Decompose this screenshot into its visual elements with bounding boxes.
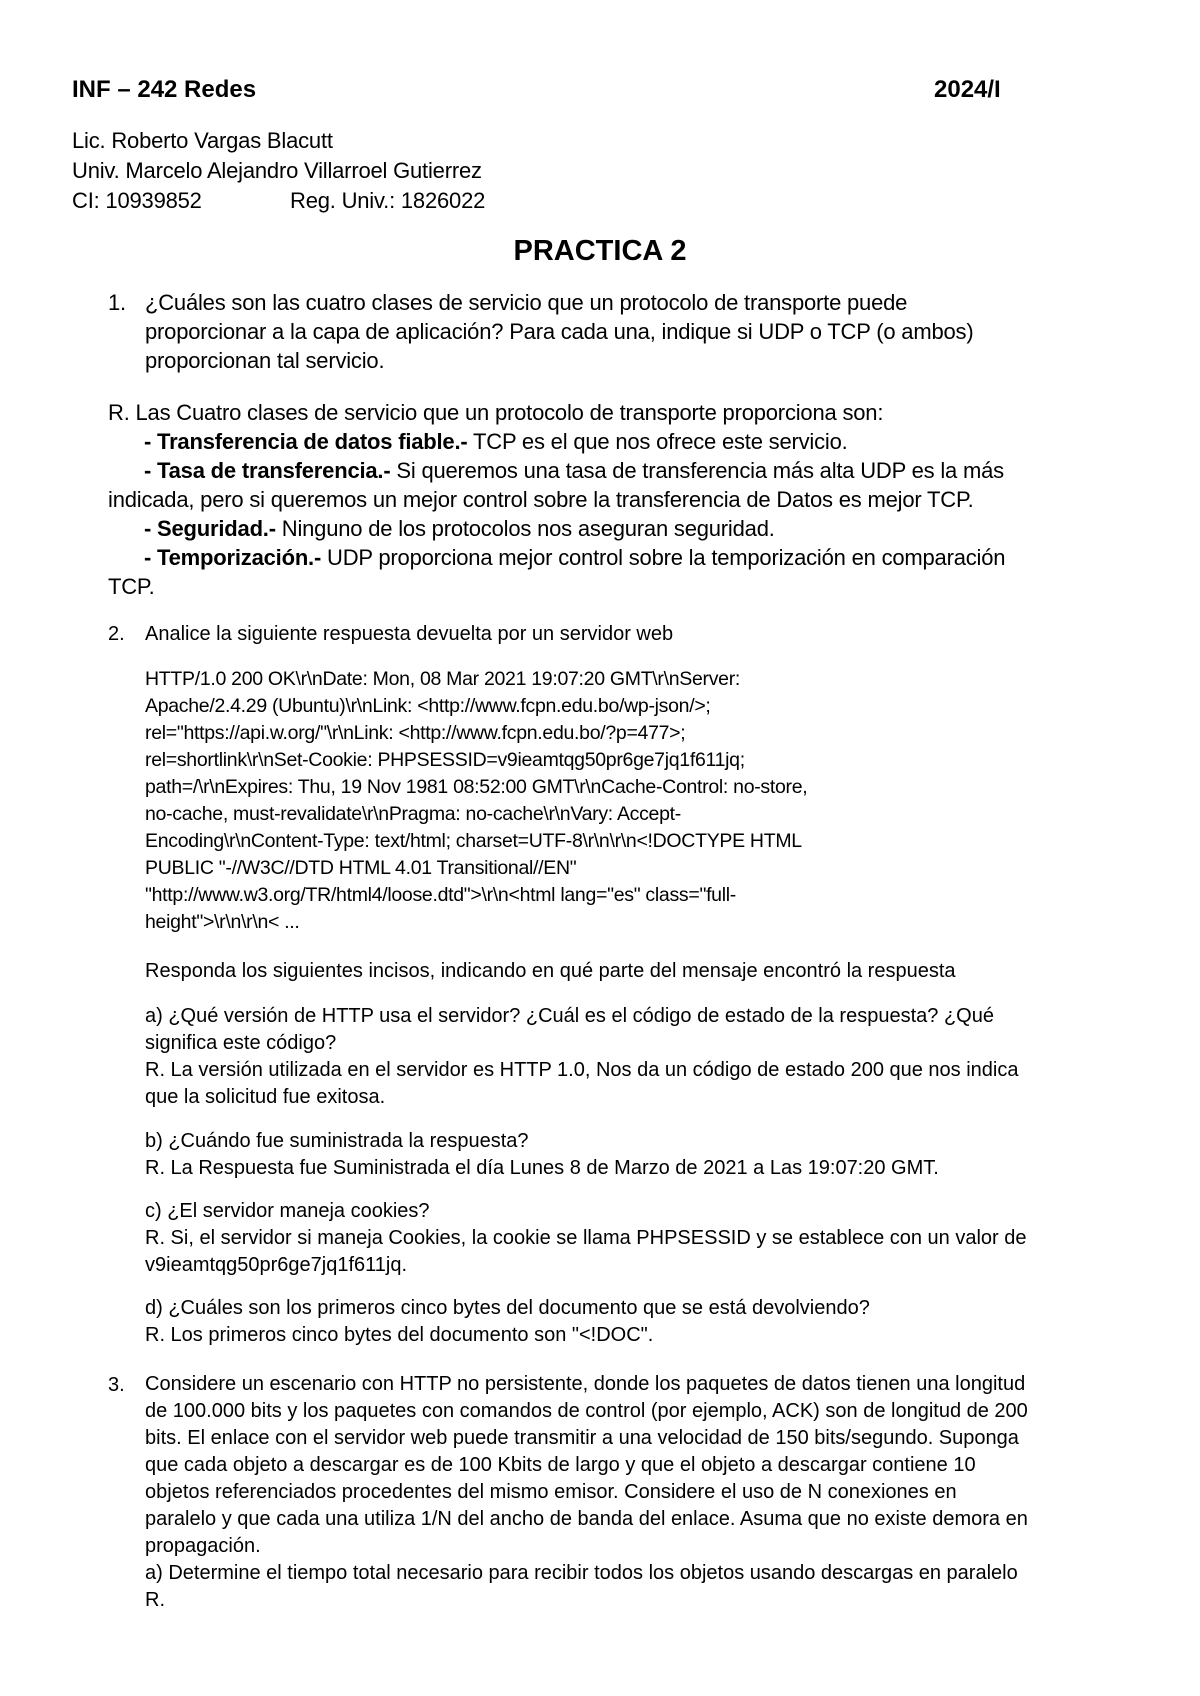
question-2b	[145, 1128, 939, 1182]
http-response-block	[145, 666, 807, 936]
question-3-text	[145, 1371, 1028, 1614]
question-3-line: objetos referenciados procedentes del mismo emisor. Considere el uso de N conexiones en	[145, 1481, 957, 1503]
item-text: Ninguno de los protocolos nos aseguran seguridad.	[275, 516, 775, 541]
question-3-line: de 100.000 bits y los paquetes con comandos de control (por ejemplo, ACK) son de longitud de 200	[145, 1400, 1028, 1422]
student-ci: CI: 10939852	[72, 188, 202, 213]
answer-1-item-continuation: indicada, pero si queremos un mejor control sobre la transferencia de Datos es mejor TCP.	[108, 487, 974, 512]
answer-1-item-continuation: TCP.	[108, 574, 155, 599]
answer-1-item	[108, 514, 1005, 543]
question-2-number: 2.	[108, 623, 125, 645]
question-1-text	[145, 288, 973, 375]
question-2a-line: R. La versión utilizada en el servidor es HTTP 1.0, Nos da un código de estado 200 que nos indica	[145, 1059, 1019, 1081]
item-label: - Tasa de transferencia.-	[144, 458, 391, 483]
question-2b-line: R. La Respuesta fue Suministrada el día Lunes 8 de Marzo de 2021 a Las 19:07:20 GMT.	[145, 1157, 939, 1179]
question-2a	[145, 1003, 1019, 1111]
question-2b-line: b) ¿Cuándo fue suministrada la respuesta?	[145, 1130, 529, 1152]
question-2-instructions: Responda los siguientes incisos, indicando en qué parte del mensaje encontró la respuesta	[145, 960, 956, 982]
http-response-line: rel="https://api.w.org/"\r\nLink: <http://www.fcpn.edu.bo/?p=477>;	[145, 722, 686, 744]
http-response-line: Apache/2.4.29 (Ubuntu)\r\nLink: <http://www.fcpn.edu.bo/wp-json/>;	[145, 695, 711, 717]
question-3-line: propagación.	[145, 1535, 261, 1557]
question-1-number: 1.	[108, 290, 126, 315]
item-label: - Seguridad.-	[144, 516, 276, 541]
item-label: - Temporización.-	[144, 545, 322, 570]
question-1-line: proporcionar a la capa de aplicación? Para cada una, indique si UDP o TCP (o ambos)	[145, 319, 974, 344]
http-response-line: Encoding\r\nContent-Type: text/html; charset=UTF-8\r\n\r\n<!DOCTYPE HTML	[145, 830, 802, 852]
question-2a-line: significa este código?	[145, 1032, 337, 1054]
student-name: Univ. Marcelo Alejandro Villarroel Gutierrez	[72, 158, 482, 183]
question-2c	[145, 1198, 1027, 1279]
question-3-line: R.	[145, 1589, 165, 1611]
question-2c-line: v9ieamtqg50pr6ge7jq1f611jq.	[145, 1254, 408, 1276]
question-3-line: Considere un escenario con HTTP no persistente, donde los paquetes de datos tienen una longitud	[145, 1373, 1026, 1395]
answer-1-item	[108, 456, 1005, 485]
http-response-line: "http://www.w3.org/TR/html4/loose.dtd">\r\n<html lang="es" class="full-	[145, 884, 736, 906]
question-2d-line: d) ¿Cuáles son los primeros cinco bytes del documento que se está devolviendo?	[145, 1297, 870, 1319]
question-2d-line: R. Los primeros cinco bytes del documento son "<!DOC".	[145, 1324, 654, 1346]
http-response-line: path=/\r\nExpires: Thu, 19 Nov 1981 08:52:00 GMT\r\nCache-Control: no-store,	[145, 776, 808, 798]
question-1-line: ¿Cuáles son las cuatro clases de servicio que un protocolo de transporte puede	[145, 290, 908, 315]
question-2d	[145, 1295, 870, 1349]
question-2a-line: que la solicitud fue exitosa.	[145, 1086, 386, 1108]
answer-1-intro: R. Las Cuatro clases de servicio que un protocolo de transporte proporciona son:	[108, 400, 884, 425]
item-text: UDP proporciona mejor control sobre la temporización en comparación	[321, 545, 1006, 570]
question-3-line: a) Determine el tiempo total necesario para recibir todos los objetos usando descargas en paralelo	[145, 1562, 1018, 1584]
course-title: INF – 242 Redes	[72, 76, 257, 103]
answer-1-item	[108, 427, 1005, 456]
student-reg: Reg. Univ.: 1826022	[290, 188, 486, 213]
http-response-line: rel=shortlink\r\nSet-Cookie: PHPSESSID=v9ieamtqg50pr6ge7jq1f611jq;	[145, 749, 745, 771]
question-3-line: bits. El enlace con el servidor web puede transmitir a una velocidad de 150 bits/segundo. Suponga	[145, 1427, 1019, 1449]
question-2-prompt: Analice la siguiente respuesta devuelta por un servidor web	[145, 623, 674, 645]
question-2c-line: c) ¿El servidor maneja cookies?	[145, 1200, 430, 1222]
question-3-line: paralelo y que cada una utiliza 1/N del ancho de banda del enlace. Asuma que no existe demora en	[145, 1508, 1028, 1530]
answer-1-item	[108, 543, 1005, 572]
http-response-line: height">\r\n\r\n< ...	[145, 911, 300, 933]
http-response-line: no-cache, must-revalidate\r\nPragma: no-cache\r\nVary: Accept-	[145, 803, 681, 825]
question-2c-line: R. Si, el servidor si maneja Cookies, la cookie se llama PHPSESSID y se establece con un valor de	[145, 1227, 1027, 1249]
term-label: 2024/I	[934, 76, 1001, 103]
item-text: TCP es el que nos ofrece este servicio.	[467, 429, 848, 454]
question-3-line: que cada objeto a descargar es de 100 Kbits de largo y que el objeto a descargar contiene 10	[145, 1454, 976, 1476]
item-label: - Transferencia de datos fiable.-	[144, 429, 468, 454]
answer-1	[108, 398, 1005, 601]
http-response-line: HTTP/1.0 200 OK\r\nDate: Mon, 08 Mar 2021 19:07:20 GMT\r\nServer:	[145, 668, 741, 690]
teacher-name: Lic. Roberto Vargas Blacutt	[72, 128, 333, 153]
question-1-line: proporcionan tal servicio.	[145, 348, 385, 373]
item-text: Si queremos una tasa de transferencia más alta UDP es la más	[390, 458, 1004, 483]
page-title: PRACTICA 2	[513, 235, 687, 267]
question-3-number: 3.	[108, 1374, 125, 1396]
http-response-line: PUBLIC "-//W3C//DTD HTML 4.01 Transitional//EN"	[145, 857, 577, 879]
question-2a-line: a) ¿Qué versión de HTTP usa el servidor? ¿Cuál es el código de estado de la respuesta? ¿Qué	[145, 1005, 994, 1027]
